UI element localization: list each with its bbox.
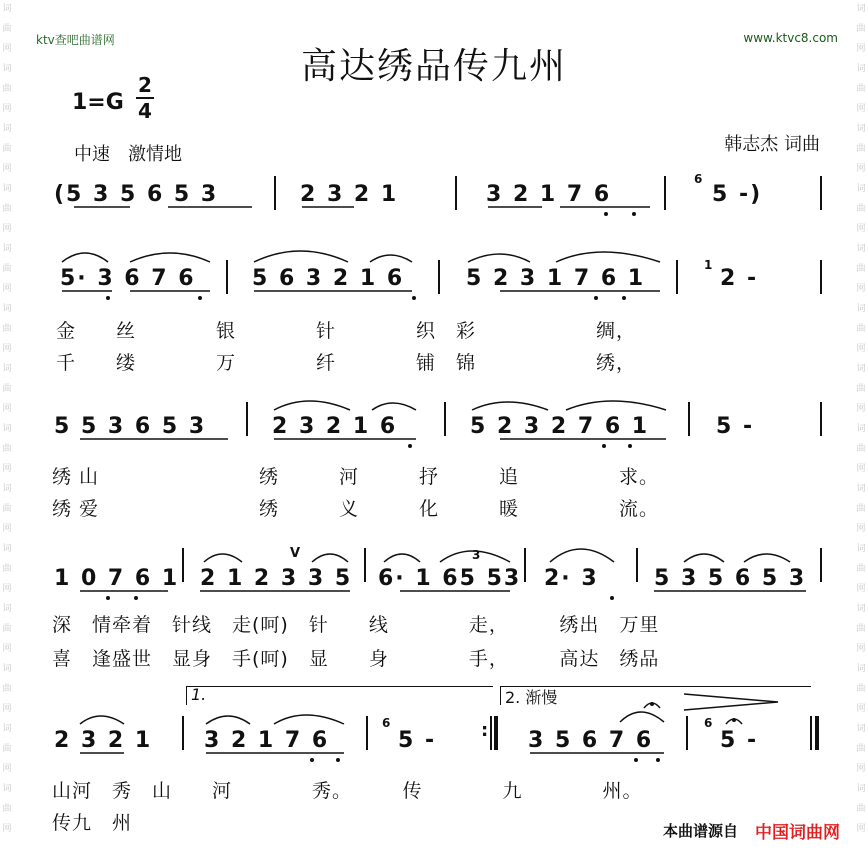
watermark-char: 网 <box>2 464 12 474</box>
volta-2: 2. 渐慢 <box>500 686 811 705</box>
measure-1-2: 2 3 2 1 <box>300 182 399 207</box>
watermark-char: 曲 <box>2 324 12 334</box>
watermark-char: 曲 <box>856 564 866 574</box>
watermark-char: 词 <box>2 604 12 614</box>
measure-2-2: 5 6 3 2 1 6 <box>252 266 405 291</box>
watermark-char: 网 <box>2 764 12 774</box>
watermark-char: 网 <box>2 344 12 354</box>
watermark-char: 词 <box>2 544 12 554</box>
watermark-char: 词 <box>2 784 12 794</box>
measure-3-2: 2 3 2 1 6 <box>272 414 398 439</box>
watermark-char: 网 <box>2 404 12 414</box>
lyrics-3-verse2: 绣 爱 绣 义 化 暖 流。 <box>52 498 660 520</box>
lyrics-3-verse1: 绣 山 绣 河 抒 追 求。 <box>52 466 660 488</box>
watermark-char: 曲 <box>856 144 866 154</box>
site-watermark-right: www.ktvc8.com <box>743 31 838 45</box>
source-site-link[interactable]: 中国词曲网 <box>755 823 840 843</box>
watermark-char: 网 <box>2 524 12 534</box>
measure-1-3: 3 2 1 7 6 <box>486 182 612 207</box>
watermark-char: 网 <box>2 164 12 174</box>
lyrics-5-verse1: 山河 秀 山 河 秀。 传 九 州。 <box>52 780 643 802</box>
watermark-char: 曲 <box>2 84 12 94</box>
watermark-char: 网 <box>856 704 866 714</box>
watermark-char: 网 <box>856 104 866 114</box>
watermark-char: 词 <box>856 184 866 194</box>
watermark-char: 曲 <box>856 744 866 754</box>
measure-2-1: 5· 3 6 7 6 <box>60 266 196 291</box>
watermark-char: 网 <box>856 464 866 474</box>
watermark-char: 曲 <box>2 264 12 274</box>
watermark-char: 网 <box>856 404 866 414</box>
watermark-char: 曲 <box>856 24 866 34</box>
watermark-char: 词 <box>856 604 866 614</box>
watermark-char: 曲 <box>856 264 866 274</box>
measure-2-3: 5 2 3 1 7 6 1 <box>466 266 646 291</box>
watermark-char: 网 <box>2 284 12 294</box>
watermark-char: 网 <box>856 344 866 354</box>
measure-1-4: 5 -) <box>712 182 763 207</box>
watermark-char: 网 <box>2 44 12 54</box>
watermark-char: 词 <box>856 304 866 314</box>
grace-note-5-3: 6 <box>382 716 391 730</box>
watermark-char: 词 <box>2 184 12 194</box>
watermark-char: 网 <box>856 824 866 834</box>
watermark-char: 网 <box>856 764 866 774</box>
measure-5-5: 5 - <box>720 728 759 753</box>
composer-credit: 韩志杰 词曲 <box>724 134 820 155</box>
measure-3-3: 5 2 3 2 7 6 1 <box>470 414 650 439</box>
watermark-char: 网 <box>2 224 12 234</box>
tuplet-mark: 3 <box>472 548 481 562</box>
measure-4-2: 2 1 2 3 3 5 <box>200 566 353 591</box>
watermark-char: 曲 <box>2 804 12 814</box>
watermark-char: 曲 <box>856 444 866 454</box>
watermark-char: 曲 <box>2 144 12 154</box>
time-bottom: 4 <box>138 99 152 123</box>
watermark-char: 词 <box>856 244 866 254</box>
watermark-char: 词 <box>2 364 12 374</box>
measure-5-2: 3 2 1 7 6 <box>204 728 330 753</box>
watermark-char: 词 <box>2 124 12 134</box>
watermark-char: 词 <box>856 484 866 494</box>
watermark-char: 词 <box>2 64 12 74</box>
watermark-char: 网 <box>2 704 12 714</box>
watermark-char: 网 <box>2 584 12 594</box>
watermark-char: 网 <box>856 224 866 234</box>
watermark-char: 曲 <box>856 324 866 334</box>
watermark-char: 曲 <box>856 504 866 514</box>
watermark-char: 词 <box>856 724 866 734</box>
measure-5-3: 5 - <box>398 728 437 753</box>
watermark-char: 词 <box>2 244 12 254</box>
watermark-char: 词 <box>2 484 12 494</box>
key-signature: 1=G <box>72 90 124 115</box>
measure-1-1: (5 3 5 6 5 3 <box>54 182 219 207</box>
watermark-char: 曲 <box>856 684 866 694</box>
watermark-char: 词 <box>856 64 866 74</box>
watermark-char: 曲 <box>2 744 12 754</box>
watermark-char: 曲 <box>2 504 12 514</box>
measure-4-1: 1 0 7 6 1 <box>54 566 180 591</box>
watermark-char: 词 <box>856 544 866 554</box>
watermark-char: 曲 <box>856 804 866 814</box>
grace-note-5-5: 6 <box>704 716 713 730</box>
breath-mark: V <box>290 546 301 561</box>
lyrics-2-verse2: 千 缕 万 纤 铺 锦 绣， <box>56 352 637 374</box>
watermark-char: 曲 <box>856 624 866 634</box>
watermark-char: 曲 <box>2 684 12 694</box>
watermark-char: 词 <box>856 784 866 794</box>
measure-4-4: 2· 3 <box>544 566 599 591</box>
measure-3-1: 5 5 3 6 5 3 <box>54 414 207 439</box>
measure-4-3: 6· 1 65 53 <box>378 566 522 591</box>
lyrics-4-verse1: 深 情牵着 针线 走(呵) 针 线 走， 绣出 万里 <box>52 614 660 636</box>
repeat-dots: : <box>481 720 489 741</box>
measure-3-4: 5 - <box>716 414 755 439</box>
watermark-char: 曲 <box>2 564 12 574</box>
watermark-char: 词 <box>856 424 866 434</box>
watermark-char: 曲 <box>856 384 866 394</box>
watermark-char: 网 <box>856 644 866 654</box>
watermark-char: 词 <box>2 724 12 734</box>
watermark-char: 词 <box>856 664 866 674</box>
time-top: 2 <box>138 73 152 97</box>
watermark-char: 曲 <box>856 84 866 94</box>
source-label: 本曲谱源自 <box>662 822 738 840</box>
watermark-char: 网 <box>2 104 12 114</box>
grace-note-2-4: 1 <box>704 258 713 272</box>
site-watermark-left: ktv查吧曲谱网 <box>36 33 115 47</box>
lyrics-5-verse2: 传九 州 <box>52 812 133 834</box>
watermark-char: 网 <box>856 524 866 534</box>
watermark-char: 网 <box>856 164 866 174</box>
measure-2-4: 2 - <box>720 266 759 291</box>
measure-5-1: 2 3 2 1 <box>54 728 153 753</box>
watermark-char: 词 <box>856 124 866 134</box>
watermark-char: 词 <box>856 4 866 14</box>
song-title: 高达绣品传九州 <box>300 46 567 87</box>
watermark-char: 曲 <box>2 624 12 634</box>
watermark-char: 网 <box>856 584 866 594</box>
lyrics-4-verse2: 喜 逢盛世 显身 手(呵) 显 身 手， 高达 绣品 <box>52 648 660 670</box>
watermark-char: 词 <box>856 364 866 374</box>
watermark-char: 词 <box>2 664 12 674</box>
measure-5-4: 3 5 6 7 6 <box>528 728 654 753</box>
measure-4-5: 5 3 5 6 5 3 <box>654 566 807 591</box>
tempo-marking: 中速 激情地 <box>74 144 182 165</box>
watermark-char: 曲 <box>2 204 12 214</box>
watermark-char: 网 <box>856 284 866 294</box>
volta-1: 1. <box>186 686 493 705</box>
watermark-char: 曲 <box>2 24 12 34</box>
grace-note-1-4: 6 <box>694 172 703 186</box>
watermark-char: 曲 <box>856 204 866 214</box>
watermark-char: 词 <box>2 4 12 14</box>
watermark-char: 曲 <box>2 384 12 394</box>
watermark-char: 词 <box>2 424 12 434</box>
watermark-char: 曲 <box>2 444 12 454</box>
watermark-char: 网 <box>2 824 12 834</box>
watermark-char: 网 <box>2 644 12 654</box>
watermark-char: 词 <box>2 304 12 314</box>
watermark-char: 网 <box>856 44 866 54</box>
lyrics-2-verse1: 金 丝 银 针 织 彩 绸， <box>56 320 637 342</box>
